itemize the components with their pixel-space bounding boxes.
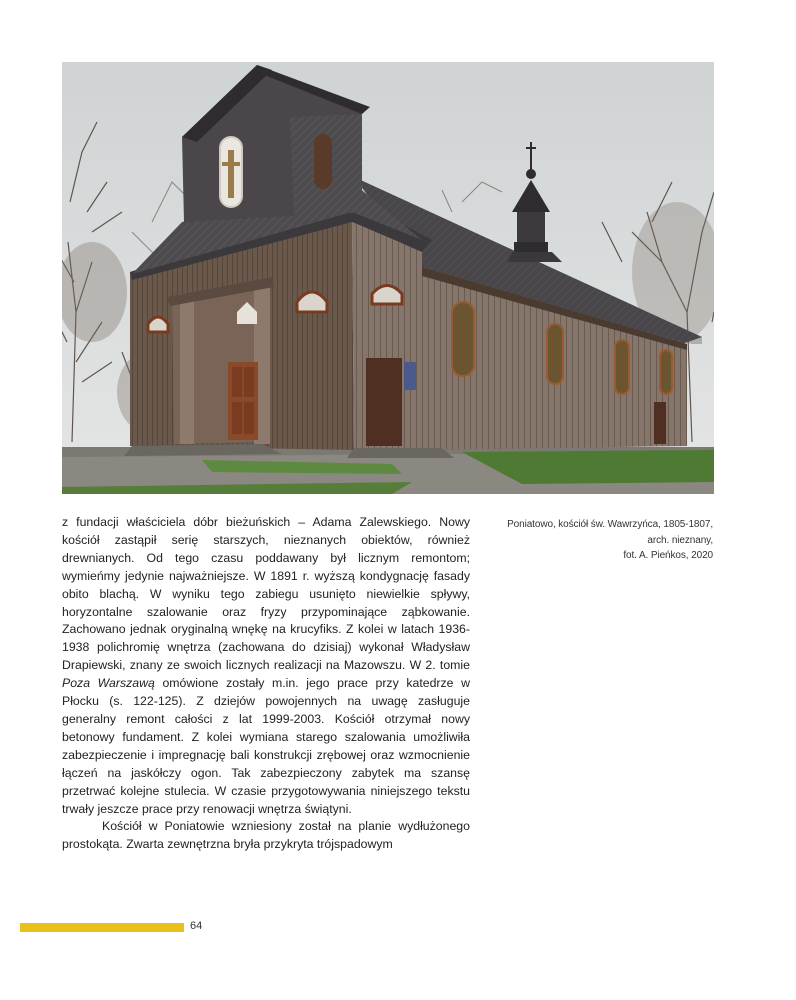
page-number: 64 bbox=[190, 920, 203, 932]
body-text bbox=[62, 514, 470, 854]
photo-caption bbox=[500, 517, 713, 564]
paragraph-2: Kościół w Poniatowie wzniesiony został na planie wydłużonego prostokąta. Zwarta zewnętrzna bryła przykryta trójspadowym bbox=[62, 819, 470, 852]
caption-line-1: Poniatowo, kościół św. Wawrzyńca, 1805-1807, bbox=[507, 519, 713, 530]
caption-line-3: fot. A. Pieńkos, 2020 bbox=[623, 550, 713, 561]
caption-line-2: arch. nieznany, bbox=[647, 534, 713, 546]
church-illustration bbox=[62, 62, 714, 494]
paragraph-1-part-b: omówione zostały m.in. jego prace przy katedrze w Płocku (s. 122-125). Z dziejów powojennych na uwagę zasługuje generalny remont całości z lat 1999-2003. Kościół otrzymał nowy betonowy fundament. Z kolei wymiana starego szalowania umożliwiła zabezpieczenie i impregnację bali konstrukcji zrębowej oraz wzmocnienie łączeń na jaskółczy ogon. Tak zabezpieczony zabytek ma szansę przetrwać kolejne stulecia. W czasie przygotowywania niniejszego tekstu trwały jeszcze prace przy renowacji wnętrza świątyni. bbox=[62, 676, 470, 816]
book-title: Poza Warszawą bbox=[62, 676, 155, 691]
paragraph-1 bbox=[62, 514, 470, 818]
paragraph-1-part-a: z fundacji właściciela dóbr bieżuńskich – Adama Zalewskiego. Nowy kościół zastąpił serię starszych, nieznanych obiektów, również drewnianych. Od tego czasu poddawany był licznym remontom; wymieńmy jedynie najważniejsze. W 1891 r. wyższą kondygnację fasady obito blachą. W wyniku tego zabiegu usunięto niewielkie spływy, horyzontalne szalowanie oraz fryzy przypominające ząbkowanie. Zachowano jednak oryginalną wnękę na krucyfiks. Z kolei w latach 1936-1938 polichromię wnętrza (zachowana do dzisiaj) wykonał Władysław Drapiewski, znany ze swoich licznych realizacji na Mazowszu. W 2. tomie bbox=[62, 515, 470, 673]
church-photo bbox=[62, 62, 714, 494]
footer-accent-bar bbox=[20, 923, 184, 932]
